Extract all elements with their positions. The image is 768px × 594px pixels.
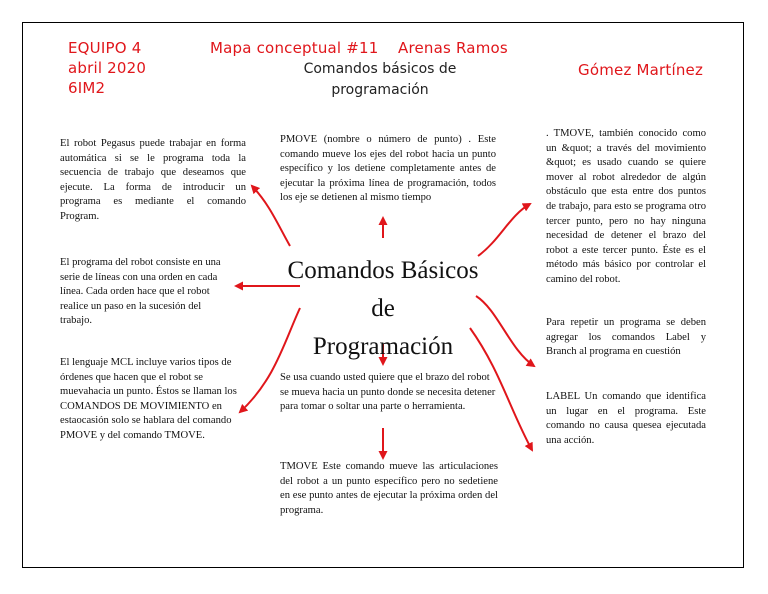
node-left-2: El programa del robot consiste en una serie de líneas con una orden en cada línea. Cada orden hace que el robot realice un paso en la sucesión del trabajo.	[60, 257, 221, 327]
node-bottom-2: TMOVE Este comando mueve las articulaciones del robot a un punto específico pero no sedetiene en ese punto antes de ejecutar la próxima orden del programa.	[280, 461, 498, 516]
team-label: EQUIPO 4	[68, 39, 142, 57]
map-title: Mapa conceptual #11	[210, 39, 379, 57]
node-top: PMOVE (nombre o número de punto) . Este comando mueve los ejes del robot hacia un punto específico y los detiene completamente antes de ejecutar la próxima línea de programación, todos los eje se detienen al mismo tiempo	[280, 134, 496, 204]
node-bottom-1: Se usa cuando usted quiere que el brazo del robot se mueva hacia un punto donde se necesita detener para tomar o soltar una parte o herramienta.	[280, 372, 496, 413]
date-label: abril 2020	[68, 59, 147, 77]
node-left-3: El lenguaje MCL incluye varios tipos de órdenes que hacen que el robot se muevahacia un punto. Éstos se llaman los COMANDOS DE MOVIMIENTO en estaocasión solo se hablara del comando PMOVE y del comando TMOVE.	[60, 357, 237, 441]
central-concept	[268, 252, 498, 366]
node-right-3: LABEL Un comando que identifica un lugar en el programa. Este comando no causa quesea ejecutada una acción.	[546, 391, 706, 446]
central-concept-line3: Programación	[312, 333, 454, 360]
central-concept-line1: Comandos Básicos	[287, 257, 479, 284]
central-concept-line2: de	[371, 295, 395, 322]
node-right-1: . TMOVE, también conocido como un &quot; a través del movimiento &quot; es usado cuando se quiere mover al robot alrededor de algún obstáculo que esta entre dos puntos de trabajo, para esto se programa otro tercer punto, pero no hay ninguna necesidad de detener el brazo del robot a este tercer punto. Éste es el método más básico por controlar el camino del robot.	[546, 128, 706, 285]
author-first: Arenas Ramos	[398, 39, 508, 57]
arrow-to-right-1	[478, 204, 530, 256]
subtitle-line1: Comandos básicos de	[303, 61, 457, 77]
author-second: Gómez Martínez	[578, 61, 704, 79]
node-right-2: Para repetir un programa se deben agregar los comandos Label y Branch al programa en cuestión	[546, 317, 706, 358]
group-label: 6IM2	[68, 79, 106, 97]
node-left-1: El robot Pegasus puede trabajar en forma automática si se le programa toda la secuencia de trabajo que deseamos que ejecute. La forma de introducir un programa es mediante el comando Program.	[60, 138, 246, 222]
subtitle-line2: programación	[331, 82, 429, 98]
